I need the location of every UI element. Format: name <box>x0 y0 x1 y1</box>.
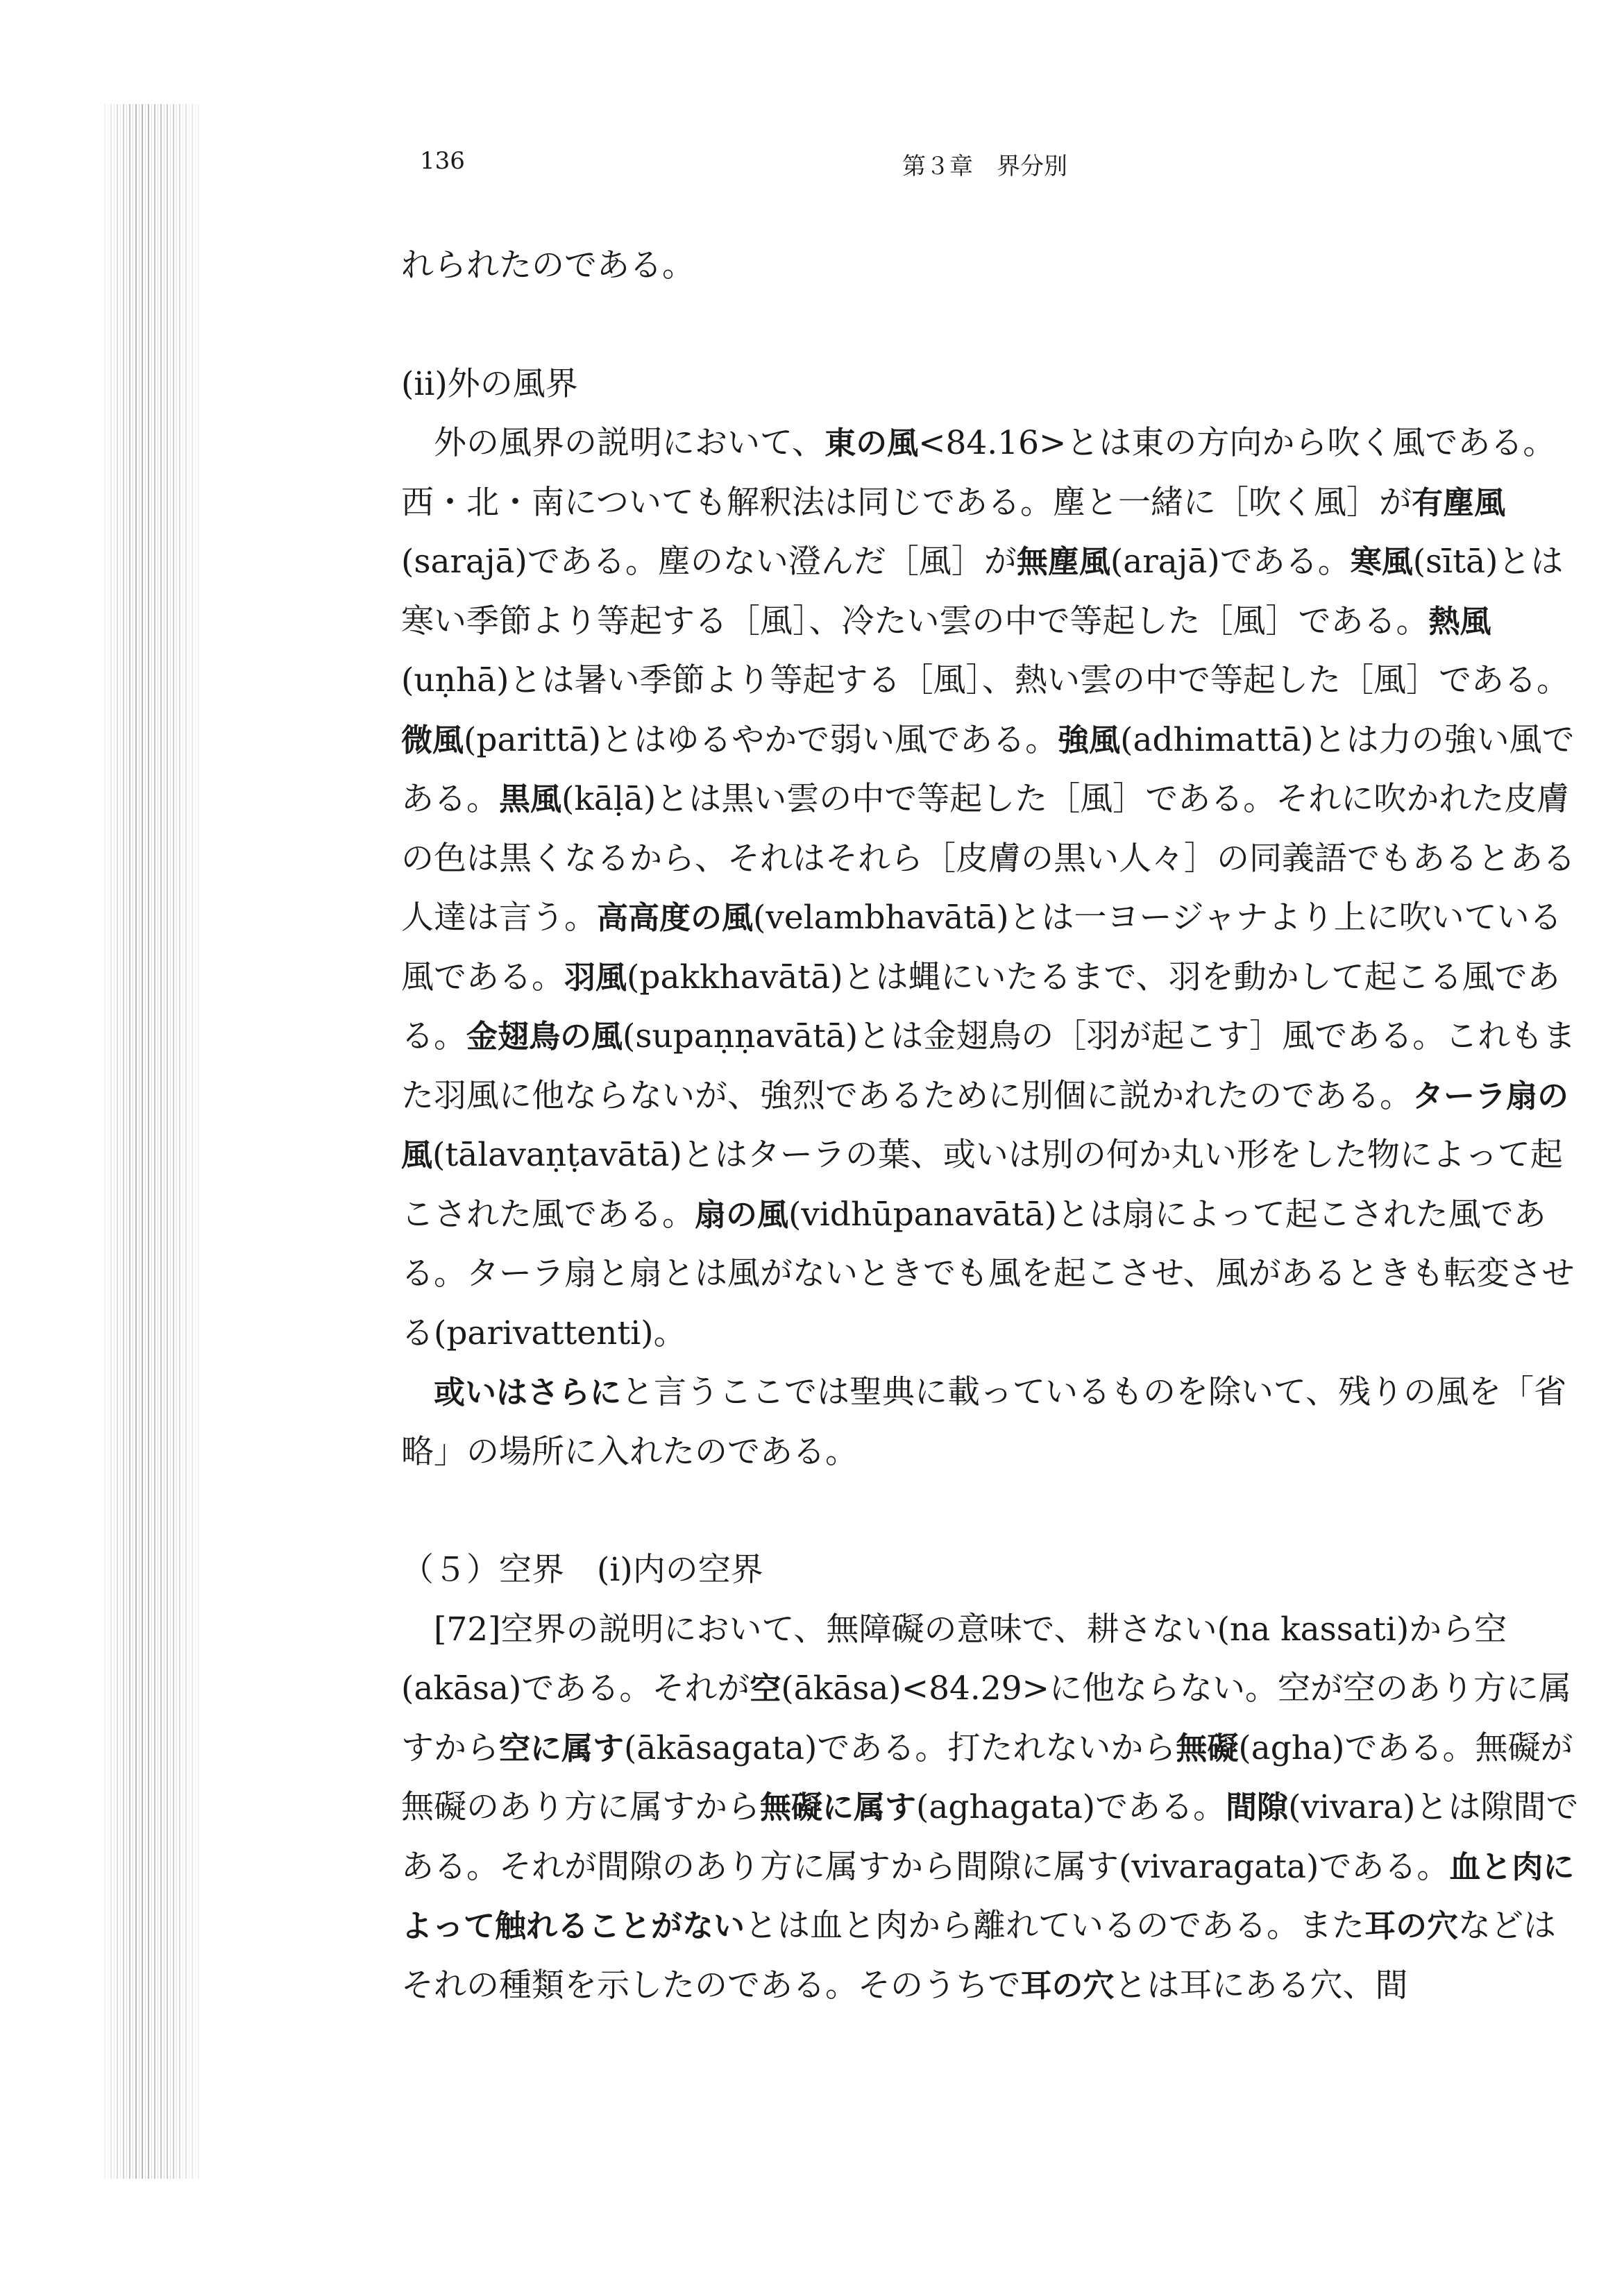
section-heading-external-wind: (ii)外の風界 <box>401 364 578 403</box>
key-term: 間隙 <box>1226 1789 1289 1826</box>
text-run: (kāḷā)とは黒い雲の中で等起した［風］である。それに吹かれた皮膚の色は黒くなるから、それはそれら［皮膚の黒い人々］の同義語でもあるとある人達は言う。 <box>401 780 1575 937</box>
paragraph-space-description <box>401 1600 1581 2016</box>
key-term: ターラ扇の風 <box>401 1077 1569 1173</box>
scan-binding-shadow <box>104 104 201 2179</box>
page-number: 136 <box>420 147 465 175</box>
key-term: 微風 <box>401 721 464 758</box>
text-run: (uṇhā)とは暑い季節より等起する［風］、熱い雲の中で等起した［風］である。 <box>401 661 1570 699</box>
key-term: 寒風 <box>1350 543 1413 580</box>
text-run: (supaṇṇavātā)とは金翅鳥の［羽が起こす］風である。これもまた羽風に他ならないが、強烈であるために別個に説かれたのである。 <box>401 1017 1576 1115</box>
key-term: 扇の風 <box>695 1196 789 1233</box>
text-run: などはそれの種類を示したのである。そのうちで <box>401 1907 1557 2005</box>
text-run: (agha)である。無礙が無礙のあり方に属すから <box>401 1728 1573 1826</box>
text-run: (adhimattā)とは力の強い風である。 <box>401 720 1575 818</box>
continuation-paragraph: れられたのである。 <box>401 246 695 284</box>
text-run: <84.16>とは東の方向から吹く風である。西・北・南についても解釈法は同じである。塵と一緒に［吹く風］が <box>401 424 1556 522</box>
key-term: 黒風 <box>499 781 562 817</box>
text-run: (pakkhavātā)とは蝿にいたるまで、羽を動かして起こる風である。 <box>401 958 1560 1055</box>
text-run: (parittā)とはゆるやかで弱い風である。 <box>464 720 1058 759</box>
section-gap <box>401 1481 1581 1540</box>
key-term: 羽風 <box>564 958 627 996</box>
text-run: (sītā)とは寒い季節より等起する［風］、冷たい雲の中で等起した［風］である。 <box>401 543 1564 640</box>
text-run: と言うここでは聖典に載っているものを除いて、残りの風を「省略」の場所に入れたのである。 <box>401 1373 1567 1471</box>
key-term: 高高度の風 <box>597 899 754 936</box>
paragraph-wind-additional <box>401 1363 1581 1481</box>
paragraph-wind-description <box>401 414 1581 1363</box>
key-term: 強風 <box>1058 721 1121 758</box>
text-run: (aghagata)である。 <box>916 1788 1226 1826</box>
key-term: 無礙 <box>1176 1729 1239 1767</box>
section-gap <box>401 296 1581 355</box>
text-run: (ākāsa)<84.29>に他ならない。空が空のあり方に属すから <box>401 1669 1572 1767</box>
text-run: 外の風界の説明において、 <box>434 424 825 462</box>
text-run: (arajā)である。 <box>1110 543 1351 581</box>
text-run: (tālavaṇṭavātā)とはターラの葉、或いは別の何か丸い形をした物によって起こされた風である。 <box>401 1136 1563 1234</box>
text-run: (vivara)とは隙間である。それが間隙のあり方に属すから間隙に属す(vivaragata)である。 <box>401 1788 1579 1886</box>
text-run: (ākāsagata)である。打たれないから <box>624 1728 1176 1767</box>
key-term: 血と肉によって触れることがない <box>401 1848 1575 1944</box>
text-run: (velambhavātā)とは一ヨージャナより上に吹いている風である。 <box>401 899 1562 996</box>
key-term: 無礙に属す <box>760 1789 917 1826</box>
key-term: 金翅鳥の風 <box>466 1018 623 1055</box>
key-term: 有塵風 <box>1412 484 1506 521</box>
text-run: (vidhūpanavātā)とは扇によって起こされた風である。ターラ扇と扇とは風がないときでも風を起こさせ、風があるときも転変させる(parivattenti)。 <box>401 1195 1575 1352</box>
key-term: 熱風 <box>1428 602 1491 640</box>
key-term: 無塵風 <box>1016 543 1110 580</box>
key-term: 耳の穴 <box>1020 1966 1115 2004</box>
key-term: 耳の穴 <box>1364 1907 1459 1944</box>
key-term: 空 <box>750 1670 781 1707</box>
text-run: (sarajā)である。塵のない澄んだ［風］が <box>401 543 1017 581</box>
key-term: 或いはさらに <box>434 1374 622 1411</box>
key-term: 空に属す <box>499 1729 625 1767</box>
section-heading-space-element: （５）空界 (i)内の空界 <box>401 1551 763 1589</box>
text-run: [72]空界の説明において、無障礙の意味で、耕さない(na kassati)から空(akāsa)である。それが <box>401 1610 1507 1708</box>
page-body <box>401 236 1581 2015</box>
chapter-title: 第３章 界分別 <box>902 153 1067 180</box>
text-run: とは耳にある穴、間 <box>1114 1966 1408 2005</box>
text-run: とは血と肉から離れているのである。また <box>745 1907 1365 1945</box>
key-term: 東の風 <box>824 425 919 461</box>
